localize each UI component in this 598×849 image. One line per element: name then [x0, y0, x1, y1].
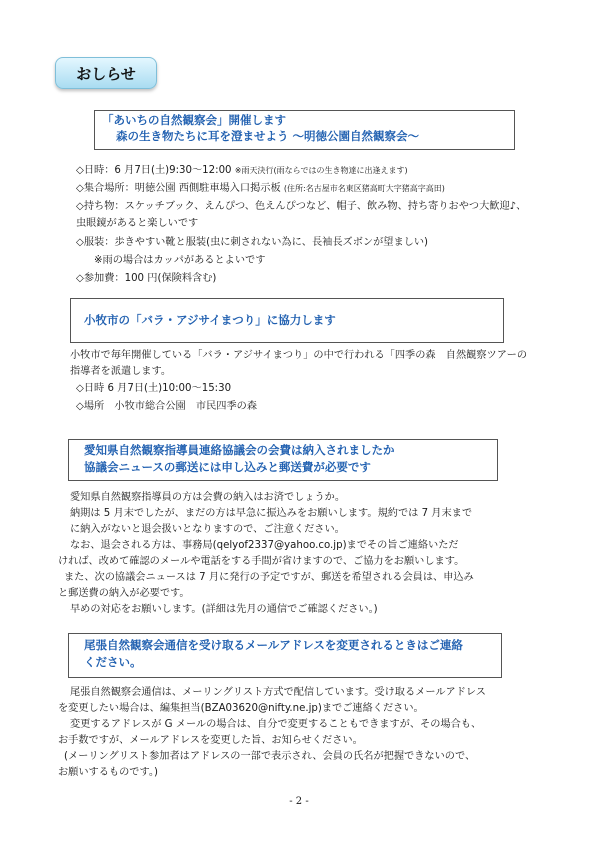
notice-3-line: また、次の協議会ニュースは 7 月に発行の予定ですが、郵送を希望される会員は、申込み [64, 572, 474, 583]
notice-1-clothes: ◇服装：歩きやすい靴と服装(虫に刺されない為に、長袖長ズボンが望ましい) [76, 237, 428, 248]
notice-4-heading-line1: 尾張自然観察会通信を受け取るメールアドレスを変更されるときはご連絡 [84, 638, 463, 652]
notice-2-heading: 小牧市の「バラ・アジサイまつり」に協力します [84, 313, 336, 327]
notice-2-date: ◇日時 6 月7日(土)10:00～15:30 [76, 383, 232, 394]
notice-3-line: と郵送費の納入が必要です。 [58, 588, 190, 599]
notice-3-line: 納期は 5 月末でしたが、まだの方は早急に振込みをお願いします。規約では 7 月末まで [70, 508, 473, 519]
notice-1-clothes-note: ※雨の場合はカッパがあるとよいです [94, 255, 266, 266]
notice-2-body-line1: 小牧市で毎年開催している「バラ・アジサイまつり」の中で行われる「四季の森 自然観察ツアーの [70, 350, 528, 361]
notice-3-line: ければ、改めて確認のメールや電話をする手間が省けますので、ご協力をお願いします。 [58, 556, 465, 567]
notice-1-heading-line1: 「あいちの自然観察会」開催します [102, 113, 286, 127]
notice-1-items-cont: 虫眼鏡があると楽しいです [76, 218, 199, 229]
notice-1-place: ◇集合場所：明徳公園 西側駐車場入口掲示板 (住所:名古屋市名東区猪高町大字猪高字高田) [76, 183, 445, 194]
notice-2-body-line2: 指導者を派遣します。 [70, 366, 172, 377]
notice-3-line: 早めの対応をお願いします。(詳細は先月の通信でご確認ください。) [70, 604, 378, 615]
page-number: - 2 - [289, 796, 309, 807]
section-title: おしらせ [55, 57, 157, 89]
notice-4-heading-line2: ください。 [84, 655, 142, 669]
notice-3-heading-line1: 愛知県自然観察指導員連絡協議会の会費は納入されましたか [84, 443, 395, 457]
notice-2-place: ◇場所 小牧市総合公園 市民四季の森 [76, 401, 258, 412]
notice-4-line: 尾張自然観察会通信は、メーリングリスト方式で配信しています。受け取るメールアドレス [70, 687, 486, 698]
notice-1-fee: ◇参加費：100 円(保険料含む) [76, 273, 217, 284]
notice-4-line: 変更するアドレスが G メールの場合は、自分で変更することもできますが、その場合も、 [70, 719, 482, 730]
notice-1-date: ◇日時：6 月7日(土)9:30～12:00 ※雨天決行(雨ならではの生き物達に出逢えます) [76, 165, 408, 176]
notice-4-line: お願いするものです。) [58, 767, 158, 778]
notice-3-line: に納入がないと退会扱いとなりますので、ご注意ください。 [70, 524, 345, 535]
notice-4-line: (メーリングリスト参加者はアドレスの一部で表示され、会員の氏名が把握できないので、 [64, 751, 476, 762]
notice-3-line: 愛知県自然観察指導員の方は会費の納入はお済でしょうか。 [70, 492, 346, 503]
notice-1-heading-line2: 森の生き物たちに耳を澄ませよう ～明徳公園自然観察会～ [116, 129, 420, 143]
notice-4-line: お手数ですが、メールアドレスを変更した旨、お知らせください。 [58, 735, 363, 746]
notice-4-line: を変更したい場合は、編集担当(BZA03620@nifty.ne.jp)までご連絡ください。 [58, 703, 424, 714]
notice-3-heading-line2: 協議会ニュースの郵送には申し込みと郵送費が必要です [84, 460, 371, 474]
notice-1-items: ◇持ち物：スケッチブック、えんぴつ、色えんぴつなど、帽子、飲み物、持ち寄りおやつ大歓迎♪、 [76, 201, 527, 212]
notice-3-line: なお、退会される方は、事務局(qelyof2337@yahoo.co.jp)までその旨ご連絡いただ [70, 540, 459, 551]
